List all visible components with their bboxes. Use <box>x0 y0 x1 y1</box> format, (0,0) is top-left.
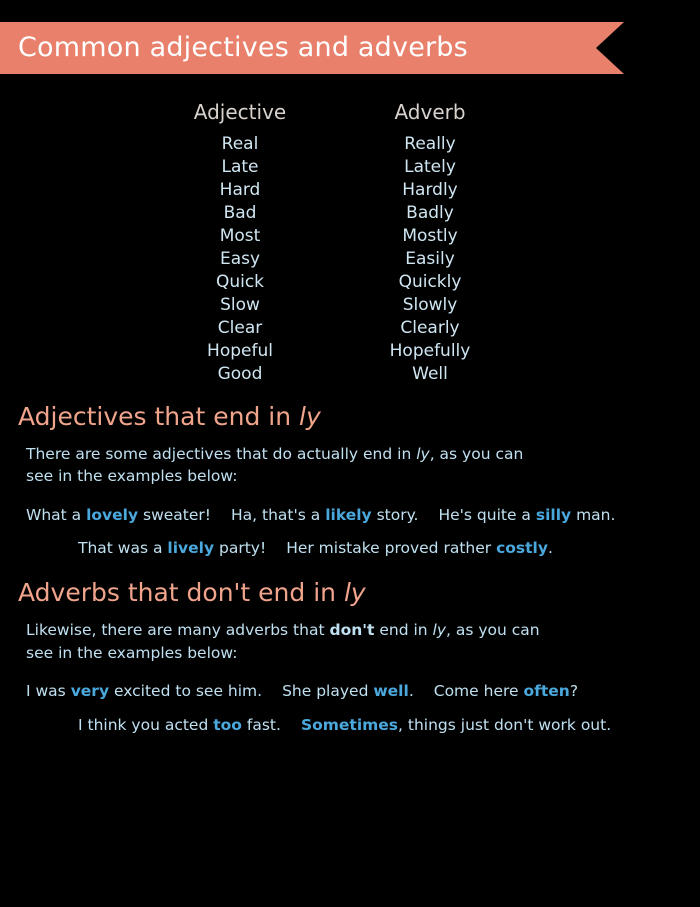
example-text: He's quite a <box>438 505 536 524</box>
example-text: That was a <box>78 539 168 558</box>
example-text: excited to see him. <box>109 682 263 701</box>
section-adjectives-ending-ly <box>0 402 700 560</box>
example-text: What a <box>26 505 87 524</box>
table-row <box>150 364 560 384</box>
table-cell-adjective: Quick <box>215 272 265 292</box>
example-text: Ha, that's a <box>231 505 326 524</box>
example-text: man. <box>571 505 616 524</box>
example-text: Come here <box>433 682 524 701</box>
table-body <box>150 134 560 384</box>
column-header-adverb: Adverb <box>394 100 466 124</box>
banner-notch-shape <box>596 22 624 74</box>
highlighted-word: costly <box>496 539 548 558</box>
intro-text-a: There are some adjectives that do actually end in <box>26 445 417 463</box>
table-row <box>150 203 560 223</box>
table-cell-adverb: Badly <box>406 203 454 223</box>
example-text: fast. <box>241 715 281 734</box>
table-cell-adjective: Good <box>217 364 263 384</box>
table-cell-adjective: Late <box>221 157 259 177</box>
page-title: Common adjectives and adverbs <box>18 32 468 63</box>
adjective-adverb-table <box>0 86 700 384</box>
example-line-adverbs-2 <box>78 714 682 737</box>
table-row <box>150 134 560 154</box>
intro-text-b: , as you can <box>429 445 524 463</box>
intro-text-b: , as you can <box>446 621 540 640</box>
example-text: sweater! <box>138 505 211 524</box>
table-cell-adjective: Real <box>221 134 259 154</box>
example-line-adjectives-1 <box>26 504 682 527</box>
example-text: story. <box>371 505 419 524</box>
example-text: I was <box>26 682 71 701</box>
table-cell-adjective: Hard <box>219 180 261 200</box>
table-row <box>150 157 560 177</box>
table-cell-adverb: Hardly <box>402 180 458 200</box>
intro-bold: don't <box>329 621 375 640</box>
table-cell-adjective: Clear <box>217 318 263 338</box>
section-title-adverbs <box>18 578 682 607</box>
highlighted-word: very <box>70 682 110 701</box>
table-header-row <box>150 100 560 124</box>
table-cell-adjective: Most <box>219 226 261 246</box>
highlighted-word: silly <box>535 505 572 524</box>
table-cell-adverb: Hopefully <box>389 341 471 361</box>
section-intro-adverbs <box>26 619 682 664</box>
table-cell-adjective: Bad <box>223 203 257 223</box>
example-line-adjectives-2 <box>78 537 682 560</box>
table-cell-adjective: Hopeful <box>207 341 273 361</box>
highlighted-word: lovely <box>86 505 139 524</box>
column-header-adjective: Adjective <box>193 100 287 124</box>
highlighted-word: lively <box>167 539 215 558</box>
table-cell-adverb: Well <box>412 364 448 384</box>
highlighted-word: often <box>523 682 570 701</box>
intro-italic: ly <box>432 621 447 640</box>
example-text: I think you acted <box>78 715 214 734</box>
intro-text-a: Likewise, there are many adverbs that <box>26 621 330 640</box>
table-cell-adverb: Quickly <box>398 272 462 292</box>
table-cell-adverb: Lately <box>404 157 456 177</box>
intro-text-c: see in the examples below: <box>26 643 238 662</box>
table-cell-adverb: Slowly <box>402 295 458 315</box>
table-cell-adverb: Clearly <box>400 318 460 338</box>
example-text: . <box>547 539 553 558</box>
intro-text-b2: end in <box>374 621 433 640</box>
section-intro-adjectives <box>26 443 682 488</box>
page-banner <box>0 0 700 86</box>
table-cell-adverb: Mostly <box>402 226 458 246</box>
table-row <box>150 318 560 338</box>
table-cell-adjective: Slow <box>220 295 260 315</box>
table-cell-adverb: Really <box>404 134 456 154</box>
table-cell-adverb: Easily <box>405 249 455 269</box>
section-title-text: Adverbs that don't end in <box>18 578 344 608</box>
table-row <box>150 272 560 292</box>
example-text: Her mistake proved rather <box>286 539 497 558</box>
example-text: . <box>408 682 414 701</box>
table-row <box>150 249 560 269</box>
example-text: ? <box>569 682 579 701</box>
table-row <box>150 341 560 361</box>
intro-text-c: see in the examples below: <box>26 467 238 486</box>
section-title-italic: ly <box>343 578 366 608</box>
intro-italic: ly <box>416 445 430 463</box>
highlighted-word: Sometimes <box>300 715 399 734</box>
section-title-italic: ly <box>299 402 321 431</box>
table-row <box>150 180 560 200</box>
highlighted-word: likely <box>325 505 372 524</box>
table-row <box>150 226 560 246</box>
example-text: , things just don't work out. <box>398 715 612 734</box>
example-text: party! <box>214 539 267 558</box>
table-cell-adjective: Easy <box>219 249 261 269</box>
example-text: She played <box>282 682 374 701</box>
table-row <box>150 295 560 315</box>
highlighted-word: well <box>373 682 409 701</box>
example-line-adverbs-1 <box>26 680 682 703</box>
section-adverbs-not-ending-ly <box>0 578 700 736</box>
section-title-adjectives <box>18 402 682 431</box>
section-title-text: Adjectives that end in <box>18 402 299 431</box>
highlighted-word: too <box>213 715 242 734</box>
